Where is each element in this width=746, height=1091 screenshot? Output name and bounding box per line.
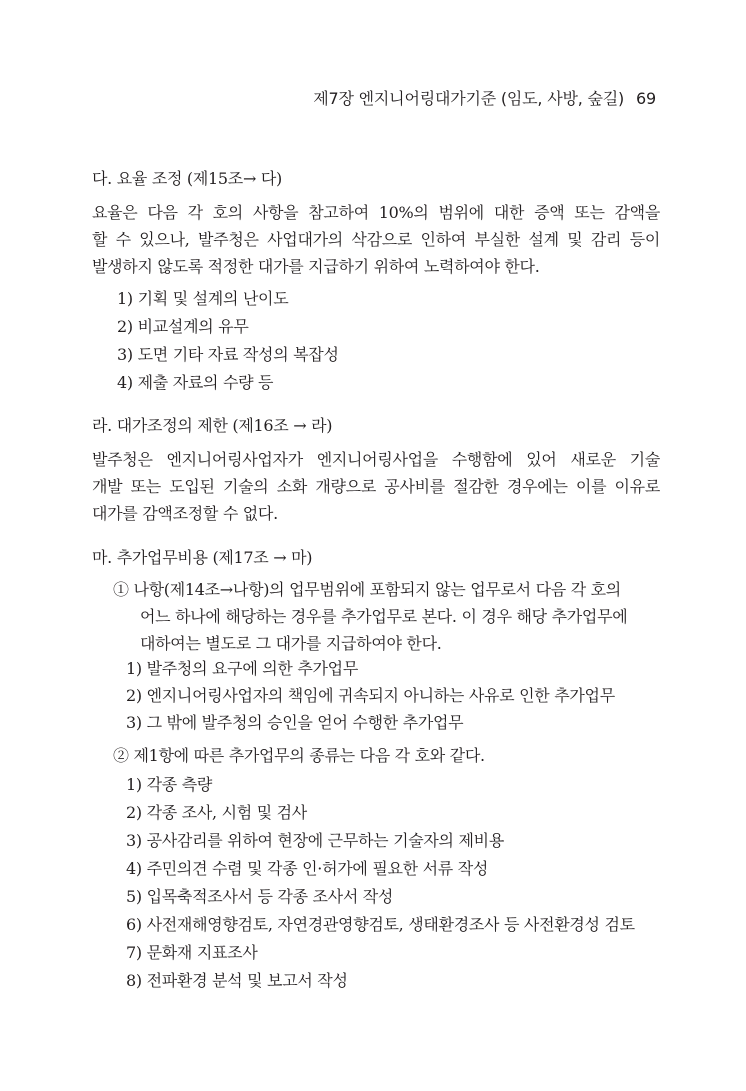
section-heading-ma: 마. 추가업무비용 (제17조 → 마) [92,548,313,567]
list-item: 2) 각종 조사, 시험 및 검사 [126,803,307,822]
paragraph-line: 요율은 다음 각 호의 사항을 참고하여 10%의 범위에 대한 증액 또는 감액을 [92,203,660,222]
running-header [313,86,656,109]
clause-line: ② 제1항에 따른 추가업무의 종류는 다음 각 호와 같다. [113,746,485,765]
list-item: 4) 제출 자료의 수량 등 [117,373,274,392]
clause-line: ① 나항(제14조→나항)의 업무범위에 포함되지 않는 업무로서 다음 각 호의 [113,580,621,599]
section-heading-ra: 라. 대가조정의 제한 (제16조 → 라) [92,416,333,435]
clause-line: 대하여는 별도로 그 대가를 지급하여야 한다. [140,634,442,653]
list-item: 3) 도면 기타 자료 작성의 복잡성 [117,345,339,364]
list-item: 3) 공사감리를 위하여 현장에 근무하는 기술자의 제비용 [126,831,504,850]
section-heading-da: 다. 요율 조정 (제15조→ 다) [92,169,282,188]
paragraph-line: 발주청은 엔지니어링사업자가 엔지니어링사업을 수행함에 있어 새로운 기술 [92,450,660,469]
page-number: 69 [636,89,656,108]
list-item: 1) 기획 및 설계의 난이도 [117,289,289,308]
list-item: 1) 발주청의 요구에 의한 추가업무 [126,659,358,678]
list-item: 1) 각종 측량 [126,775,213,794]
list-item: 2) 엔지니어링사업자의 책임에 귀속되지 아니하는 사유로 인한 추가업무 [126,686,615,705]
list-item: 5) 입목축적조사서 등 각종 조사서 작성 [126,887,394,906]
clause-line: 어느 하나에 해당하는 경우를 추가업무로 본다. 이 경우 해당 추가업무에 [140,607,628,626]
paragraph-line: 개발 또는 도입된 기술의 소화 개량으로 공사비를 절감한 경우에는 이를 이유로 [92,477,660,496]
paragraph-line: 할 수 있으나, 발주청은 사업대가의 삭감으로 인하여 부실한 설계 및 감리 등이 [92,230,660,249]
paragraph-line: 대가를 감액조정할 수 없다. [92,504,278,523]
list-item: 6) 사전재해영향검토, 자연경관영향검토, 생태환경조사 등 사전환경성 검토 [126,915,635,934]
list-item: 8) 전파환경 분석 및 보고서 작성 [126,971,348,990]
list-item: 7) 문화재 지표조사 [126,943,258,962]
chapter-title: 제7장 엔지니어링대가기준 (임도, 사방, 숲길) [313,89,625,108]
list-item: 2) 비교설계의 유무 [117,317,249,336]
paragraph-line: 발생하지 않도록 적정한 대가를 지급하기 위하여 노력하여야 한다. [92,257,540,276]
list-item: 3) 그 밖에 발주청의 승인을 얻어 수행한 추가업무 [126,713,464,732]
list-item: 4) 주민의견 수렴 및 각종 인·허가에 필요한 서류 작성 [126,859,489,878]
